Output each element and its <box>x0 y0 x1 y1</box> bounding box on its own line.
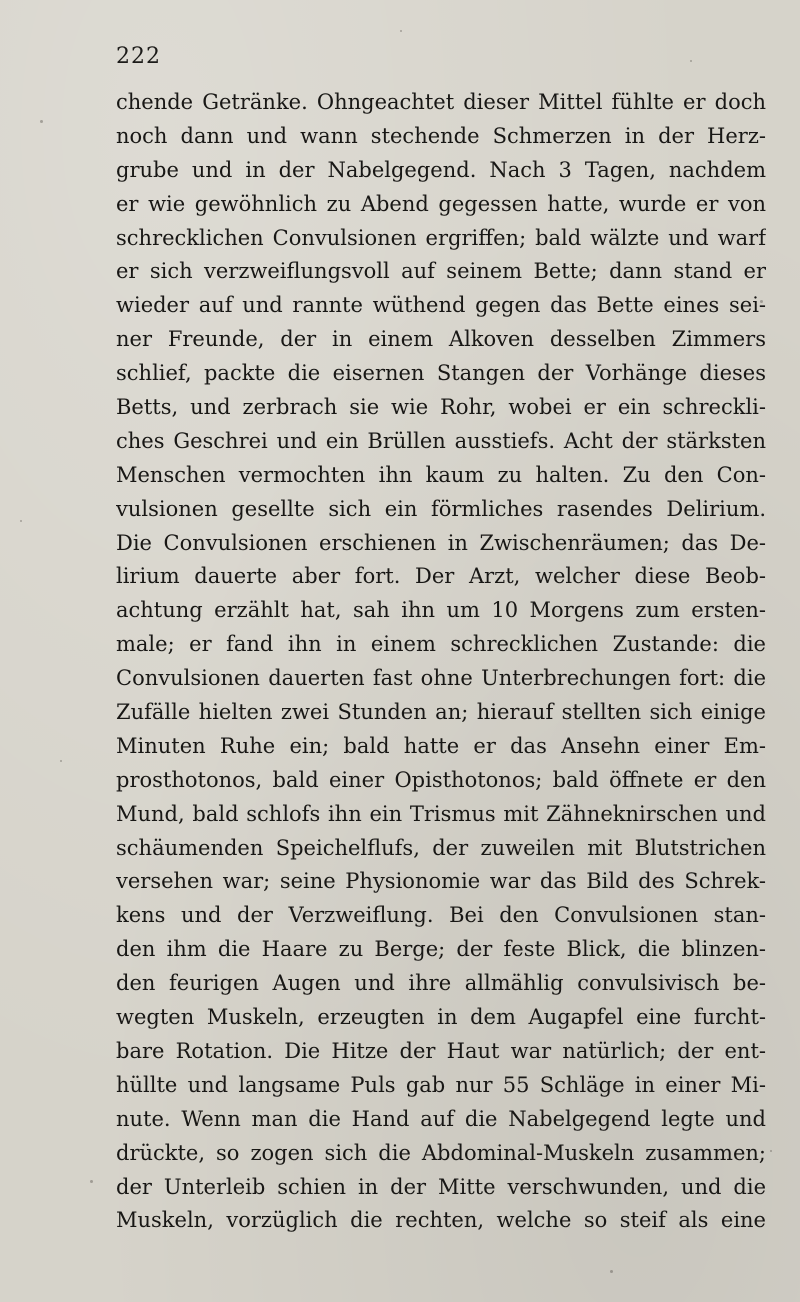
text-line: ner Freunde, der in einem Alkoven desselben Zimmers <box>116 327 766 352</box>
text-line: er wie gewöhnlich zu Abend gegessen hatte, wurde er von <box>116 191 766 216</box>
text-line: chende Getränke. Ohngeachtet dieser Mittel fühlte er doch <box>116 90 766 114</box>
text-line: lirium dauerte aber fort. Der Arzt, welcher diese Beob- <box>116 564 766 589</box>
text-line: den feurigen Augen und ihre allmählig convulsivisch be- <box>116 971 766 996</box>
text-line: prosthotonos, bald einer Opisthotonos; bald öffnete er den <box>116 767 766 792</box>
text-line: hüllte und langsame Puls gab nur 55 Schläge in einer Mi- <box>116 1072 766 1097</box>
text-line: Zufälle hielten zwei Stunden an; hierauf stellten sich einige <box>116 700 766 725</box>
text-line: bare Rotation. Die Hitze der Haut war natürlich; der ent- <box>116 1038 766 1063</box>
text-line: nute. Wenn man die Hand auf die Nabelgegend legte und <box>116 1106 766 1131</box>
text-line: schrecklichen Convulsionen ergriffen; bald wälzte und warf <box>116 225 766 250</box>
text-line: drückte, so zogen sich die Abdominal-Muskeln zusammen; <box>116 1140 766 1165</box>
text-line: wieder auf und rannte wüthend gegen das Bette eines sei- <box>116 293 766 318</box>
text-line: schäumenden Speichelflufs, der zuweilen mit Blutstrichen <box>116 835 766 860</box>
paper-speck <box>400 30 402 32</box>
paper-speck <box>770 1150 772 1152</box>
text-line: Die Convulsionen erschienen in Zwischenräumen; das De- <box>116 530 766 555</box>
text-line: achtung erzählt hat, sah ihn um 10 Morgens zum ersten- <box>116 598 766 623</box>
text-line: male; er fand ihn in einem schrecklichen Zustande: die <box>116 632 766 657</box>
paper-speck <box>730 880 732 882</box>
text-line: er sich verzweiflungsvoll auf seinem Bette; dann stand er <box>116 259 766 284</box>
paper-speck <box>760 300 763 303</box>
text-line: ches Geschrei und ein Brüllen ausstiefs. Acht der stärksten <box>116 428 766 453</box>
paper-speck <box>40 120 43 123</box>
text-line: grube und in der Nabelgegend. Nach 3 Tagen, nachdem <box>116 157 766 182</box>
paper-speck <box>90 1180 93 1183</box>
text-line: Minuten Ruhe ein; bald hatte er das Ansehn einer Em- <box>116 733 766 758</box>
paper-speck <box>20 520 22 522</box>
text-line: versehen war; seine Physionomie war das Bild des Schrek- <box>116 869 766 894</box>
text-line: der Unterleib schien in der Mitte verschwunden, und die <box>116 1174 766 1199</box>
text-line: Convulsionen dauerten fast ohne Unterbrechungen fort: die <box>116 666 766 691</box>
paper-speck <box>60 760 62 762</box>
text-line: schlief, packte die eisernen Stangen der Vorhänge dieses <box>116 361 766 386</box>
text-line: den ihm die Haare zu Berge; der feste Blick, die blinzen- <box>116 937 766 962</box>
text-line: Menschen vermochten ihn kaum zu halten. Zu den Con- <box>116 462 766 487</box>
text-line: vulsionen gesellte sich ein förmliches rasendes Delirium. <box>116 496 766 521</box>
text-line: kens und der Verzweiflung. Bei den Convulsionen stan- <box>116 903 766 928</box>
paper-speck <box>690 60 692 62</box>
page-number: 222 <box>116 44 161 69</box>
text-line: noch dann und wann stechende Schmerzen in der Herz- <box>116 123 766 148</box>
body-text <box>116 86 766 1238</box>
text-line: Mund, bald schlofs ihn ein Trismus mit Zähneknirschen und <box>116 801 766 826</box>
text-line: Muskeln, vorzüglich die rechten, welche so steif als eine <box>116 1208 766 1233</box>
text-line: wegten Muskeln, erzeugten in dem Augapfel eine furcht- <box>116 1005 766 1030</box>
paper-speck <box>610 1270 613 1273</box>
text-line: Betts, und zerbrach sie wie Rohr, wobei er ein schreckli- <box>116 395 766 420</box>
